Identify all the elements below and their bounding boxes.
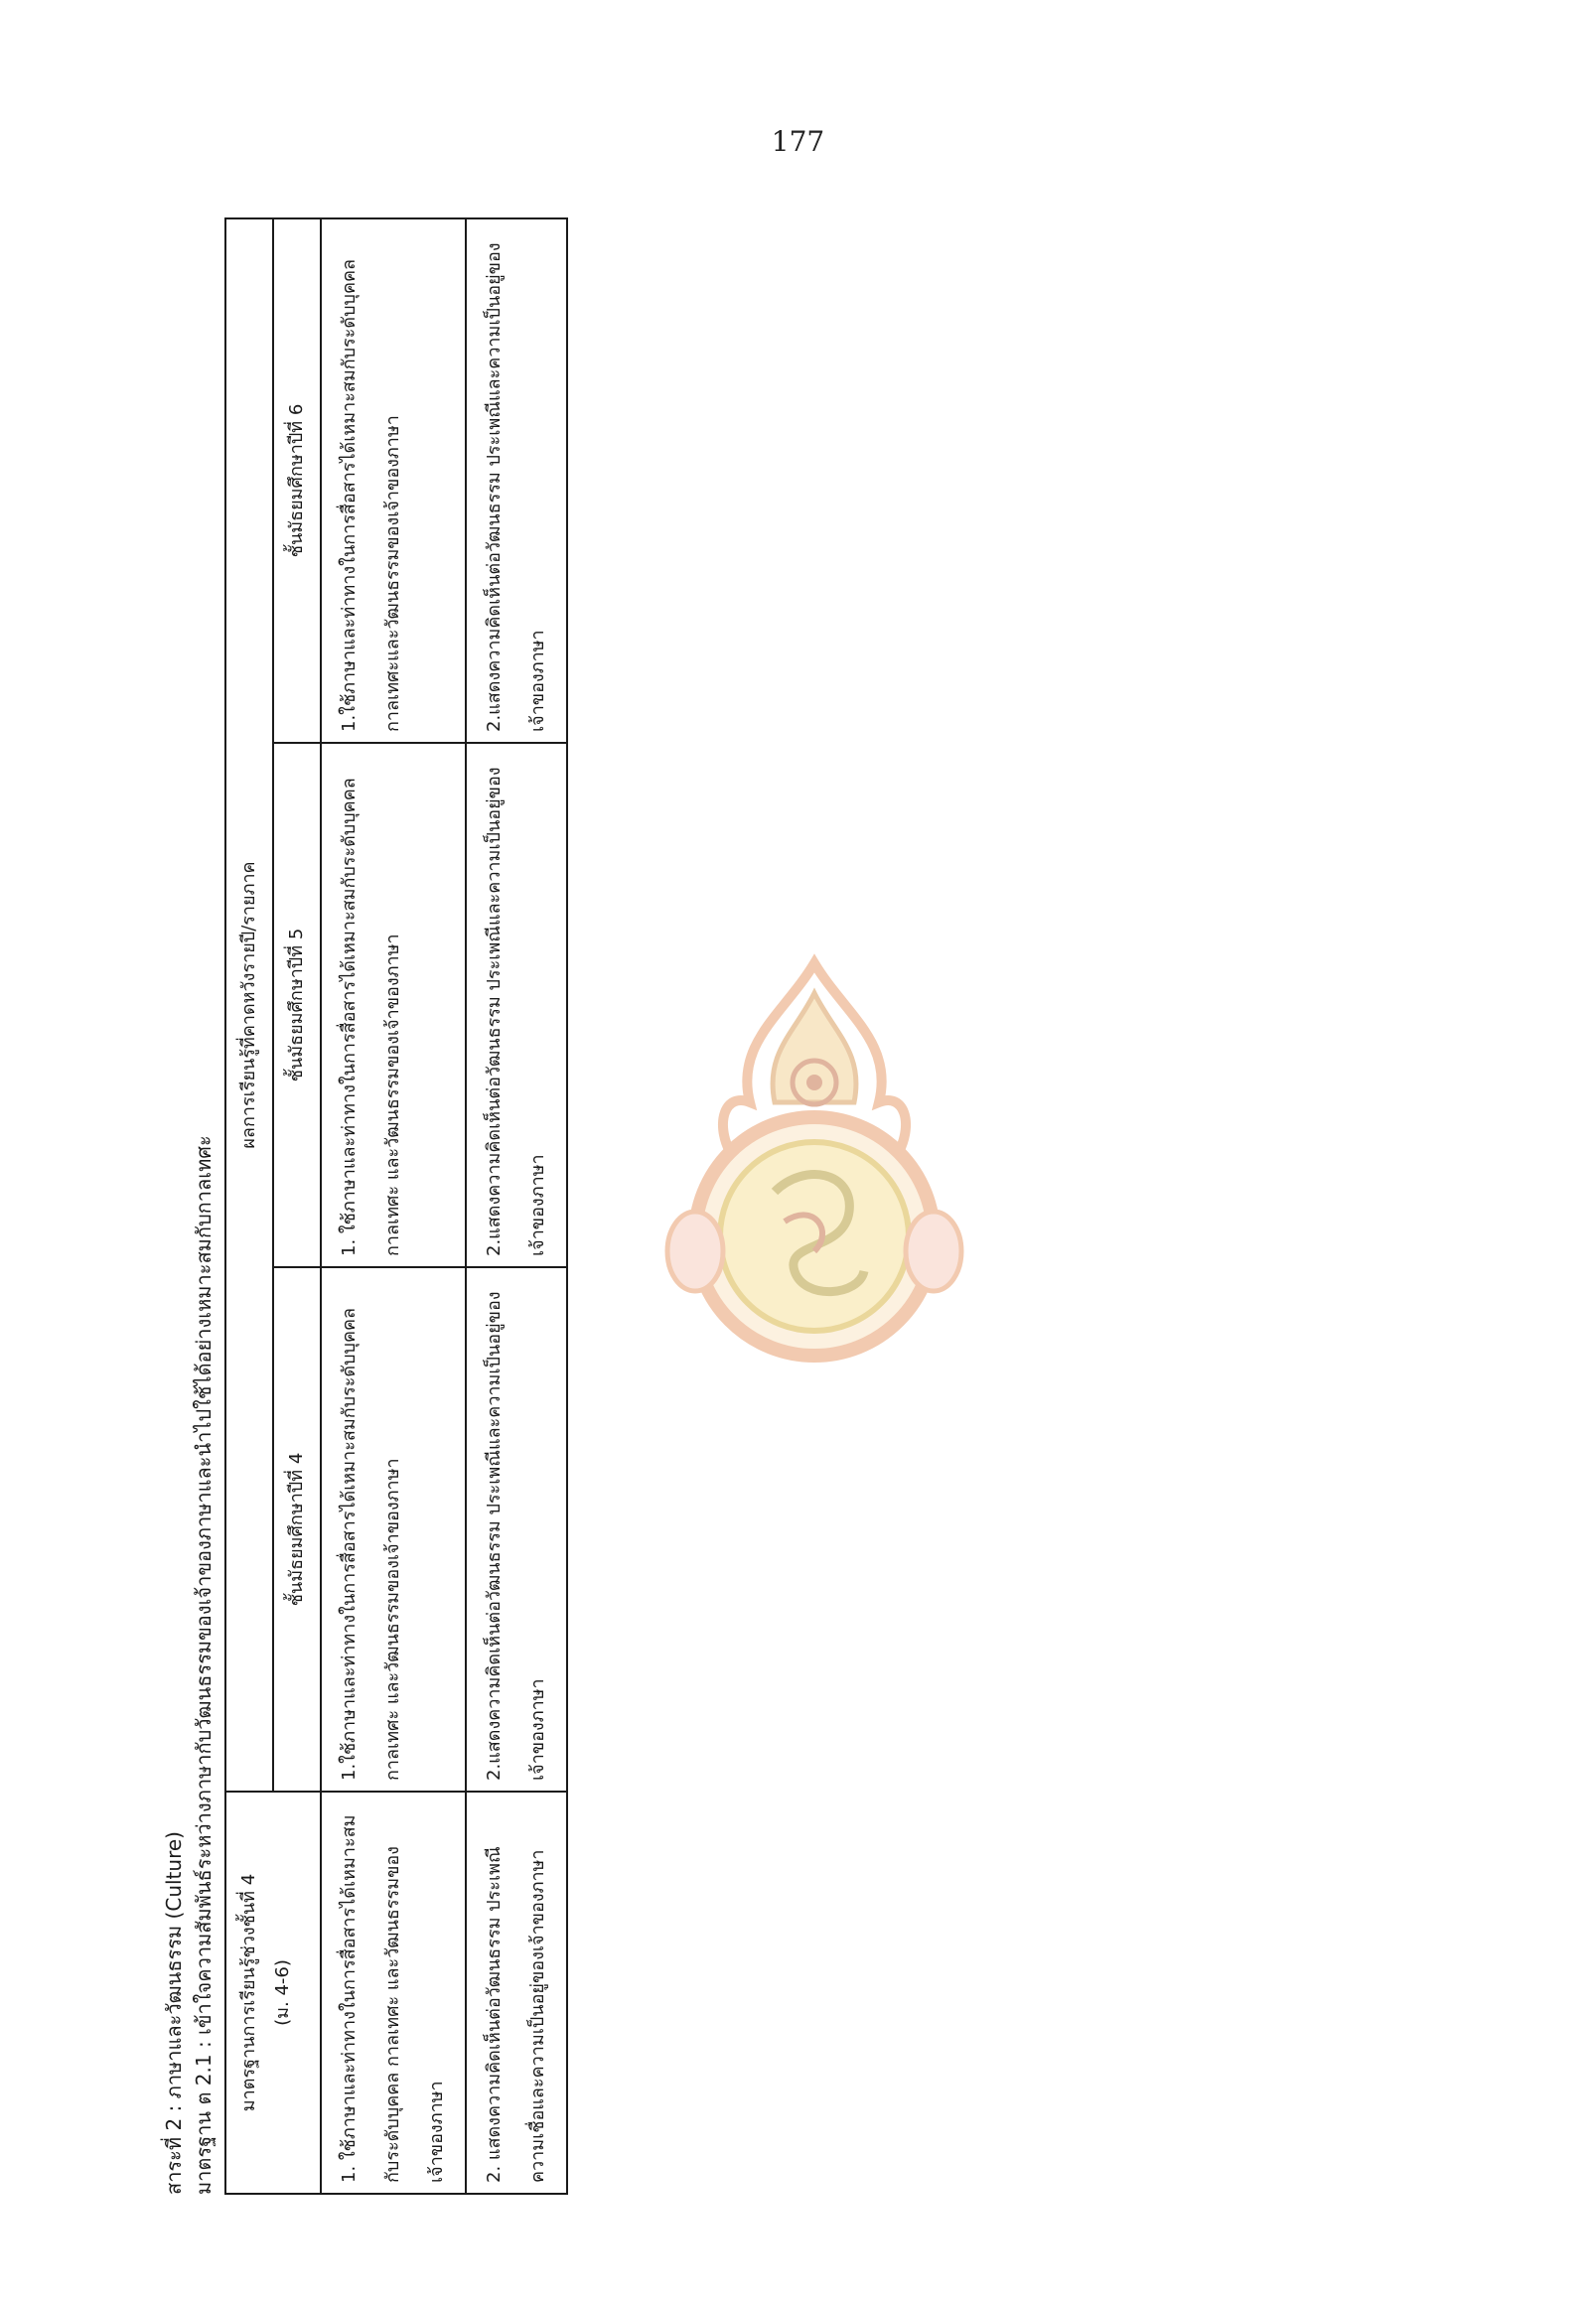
- standard-heading: มาตรฐาน ต 2.1 : เข้าใจความสัมพันธ์ระหว่างภาษากับวัฒนธรรมของเจ้าของภาษาและนำไปใช้ได้อย่างเหมาะสมกับกาลเทศะ: [192, 1135, 216, 2195]
- page-number: 177: [771, 125, 825, 158]
- outcome-cell-m4: 1.ใช้ภาษาและท่าทางในการสื่อสารได้เหมาะสมกับระดับบุคคล กาลเทศะ และวัฒนธรรมของเจ้าของภาษา: [321, 1267, 466, 1792]
- outcome-cell-m4: 2.แสดงความคิดเห็นต่อวัฒนธรรม ประเพณีและความเป็นอยู่ของเจ้าของภาษา: [466, 1267, 567, 1792]
- outcome-cell-m6: 1.ใช้ภาษาและท่าทางในการสื่อสารได้เหมาะสมกับระดับบุคคล กาลเทศะและวัฒนธรรมของเจ้าของภาษา: [321, 218, 466, 743]
- strand-heading: สาระที่ 2 : ภาษาและวัฒนธรรม (Culture): [162, 1831, 186, 2195]
- standard-cell: 2. แสดงความคิดเห็นต่อวัฒนธรรม ประเพณี ความเชื่อและความเป็นอยู่ของเจ้าของภาษา: [466, 1792, 567, 2194]
- outcome-cell-m5: 2.แสดงความคิดเห็นต่อวัฒนธรรม ประเพณีและความเป็นอยู่ของเจ้าของภาษา: [466, 743, 567, 1267]
- outcome-cell-m5: 1. ใช้ภาษาและท่าทางในการสื่อสารได้เหมาะสมกับระดับบุคคล กาลเทศะ และวัฒนธรรมของเจ้าของภาษา: [321, 743, 466, 1267]
- standards-table: [224, 217, 568, 2195]
- grade-header-m6: ชั้นมัธยมศึกษาปีที่ 6: [273, 218, 321, 743]
- standard-column-header: [225, 1792, 321, 2194]
- outcomes-column-header: ผลการเรียนรู้ที่คาดหวังรายปี/รายภาค: [225, 218, 273, 1792]
- ministry-seal-watermark-icon: [655, 953, 973, 1370]
- outcome-cell-m6: 2.แสดงความคิดเห็นต่อวัฒนธรรม ประเพณีและความเป็นอยู่ของเจ้าของภาษา: [466, 218, 567, 743]
- standard-header-title: มาตรฐานการเรียนรู้ช่วงชั้นที่ 4: [238, 1873, 259, 2112]
- rotated-content: [159, 218, 626, 2195]
- grade-header-m4: ชั้นมัธยมศึกษาปีที่ 4: [273, 1267, 321, 1792]
- standard-cell: 1. ใช้ภาษาและท่าทางในการสื่อสารได้เหมาะสมกับระดับบุคคล กาลเทศะ และวัฒนธรรมของเจ้าของภาษา: [321, 1792, 466, 2194]
- table-row: [466, 218, 567, 2194]
- standard-header-sub: (ม. 4-6): [272, 1959, 293, 2026]
- table-row: [321, 218, 466, 2194]
- grade-header-m5: ชั้นมัธยมศึกษาปีที่ 5: [273, 743, 321, 1267]
